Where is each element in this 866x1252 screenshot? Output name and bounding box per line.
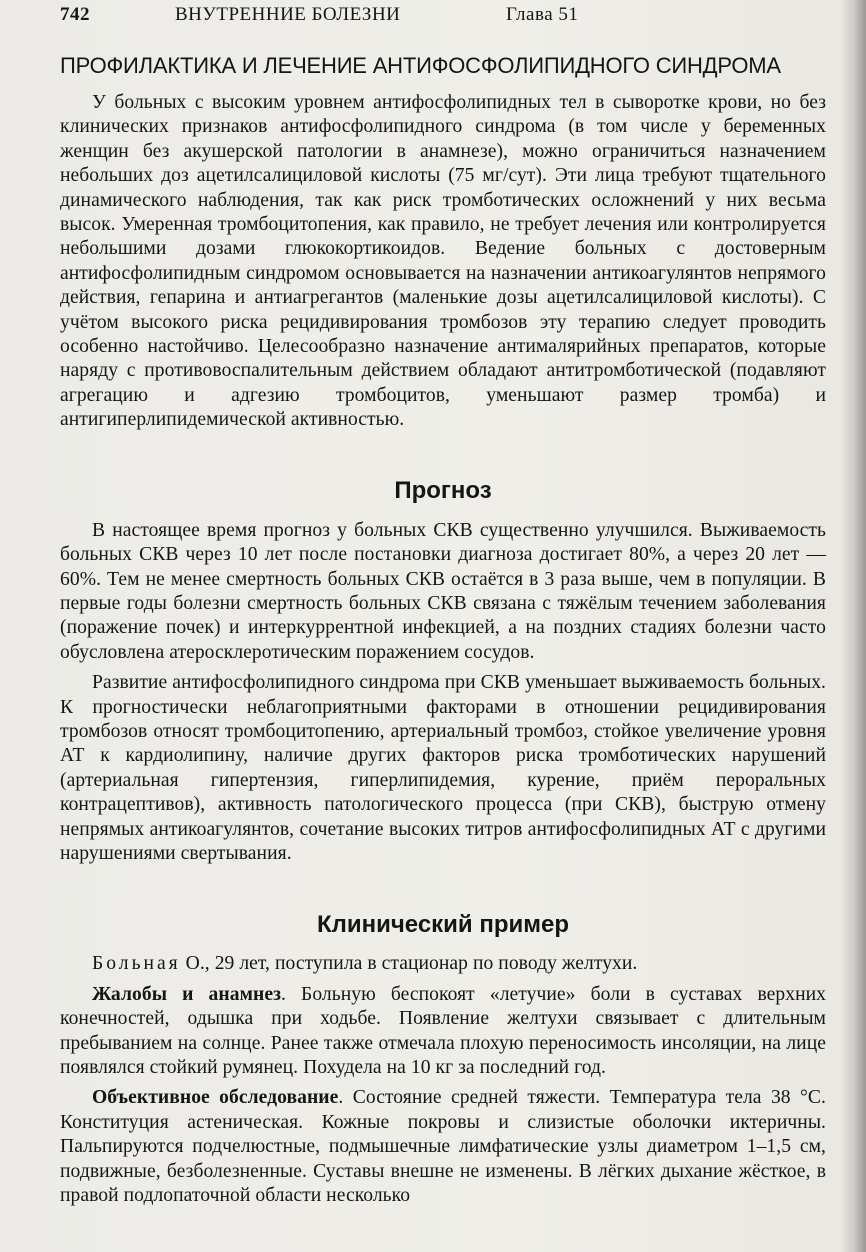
case-intro-spaced: Больная bbox=[92, 953, 181, 975]
complaints-paragraph bbox=[60, 983, 826, 1081]
section-title-prevention: ПРОФИЛАКТИКА И ЛЕЧЕНИЕ АНТИФОСФОЛИПИДНОГО СИНДРОМА bbox=[60, 53, 781, 78]
prevention-paragraph: У больных с высоким уровнем антифосфолипидных тел в сыворотке крови, но без клинических признаков антифосфолипидного синдрома (в том числе у беременных женщин без акушерской патологии в анамнезе), можно ограничиться назначением небольших доз ацетилсалициловой кислоты (75 мг/сут). Эти лица требуют тщательного динамического наблюдения, так как риск тромботических осложнений у них весьма высок. Умеренная тромбоцитопения, как правило, не требует лечения или контролируется небольшими дозами глюкокортикоидов. Ведение больных с достоверным антифосфолипидным синдромом основывается на назначении антикоагулянтов непрямого действия, гепарина и антиагрегантов (маленькие дозы ацетилсалициловой кислоты). С учётом высокого риска рецидивирования тромбозов эту терапию следует проводить особенно настойчиво. Целесообразно назначение антималярийных препаратов, которые наряду с противовоспалительным действием обладают антитромботической (подавляют агрегацию и адгезию тромбоцитов, уменьшают размер тромба) и антигиперлипидемической активностью. bbox=[60, 92, 826, 431]
page-content bbox=[60, 52, 826, 1208]
complaints-label: Жалобы и анамнез bbox=[92, 983, 281, 1005]
section-title-case: Клинический пример bbox=[316, 911, 570, 939]
complaints-text: . Больную беспокоят «летучие» боли в суставах верхних конечностей, одышка при ходьбе. Появление желтухи связывает с длительным пребыванием на солнце. Ранее также отмечала плохую переносимость инсоляции, на лице появлялся стойкий румянец. Похудела на 10 кг за последний год. bbox=[60, 983, 826, 1078]
chapter-label: Глава 51 bbox=[506, 4, 579, 25]
case-intro-rest: О., 29 лет, поступила в стационар по поводу желтухи. bbox=[180, 953, 638, 975]
page-number: 742 bbox=[60, 4, 90, 25]
exam-paragraph bbox=[60, 1086, 826, 1208]
exam-label: Объективное обследование bbox=[92, 1087, 339, 1109]
book-title: ВНУТРЕННИЕ БОЛЕЗНИ bbox=[175, 4, 401, 25]
page-edge-shadow bbox=[840, 0, 866, 1252]
case-intro bbox=[60, 952, 826, 976]
prognosis-paragraph-1: В настоящее время прогноз у больных СКВ существенно улучшился. Выживаемость больных СКВ через 10 лет после постановки диагноза достигает 80%, а через 20 лет — 60%. Тем не менее смертность больных СКВ остаётся в 3 раза выше, чем в популяции. В первые годы болезни смертность больных СКВ связана с тяжёлым течением заболевания (поражение почек) и интеркуррентной инфекцией, а на поздних стадиях болезни часто обусловлена атеросклеротическим поражением сосудов. bbox=[60, 519, 826, 663]
section-title-prognosis: Прогноз bbox=[394, 476, 492, 504]
prognosis-paragraph-2: Развитие антифосфолипидного синдрома при СКВ уменьшает выживаемость больных. К прогностически неблагоприятными факторами в отношении рецидивирования тромбозов относят тромбоцитопению, артериальный тромбоз, стойкое увеличение уровня АТ к кардиолипину, наличие других факторов риска тромботических нарушений (артериальная гипертензия, гиперлипидемия, курение, приём пероральных контрацептивов), активность патологического процесса (при СКВ), быструю отмену непрямых антикоагулянтов, сочетание высоких титров антифосфолипидных АТ с другими нарушениями свертывания. bbox=[60, 672, 826, 864]
exam-text: . Состояние средней тяжести. Температура тела 38 °С. Конституция астеническая. Кожные покровы и слизистые оболочки иктеричны. Пальпируются подчелюстные, подмышечные лимфатические узлы диаметром 1–1,5 см, подвижные, безболезненные. Суставы внешне не изменены. В лёгких дыхание жёсткое, в правой подлопаточной области несколько bbox=[60, 1087, 826, 1207]
